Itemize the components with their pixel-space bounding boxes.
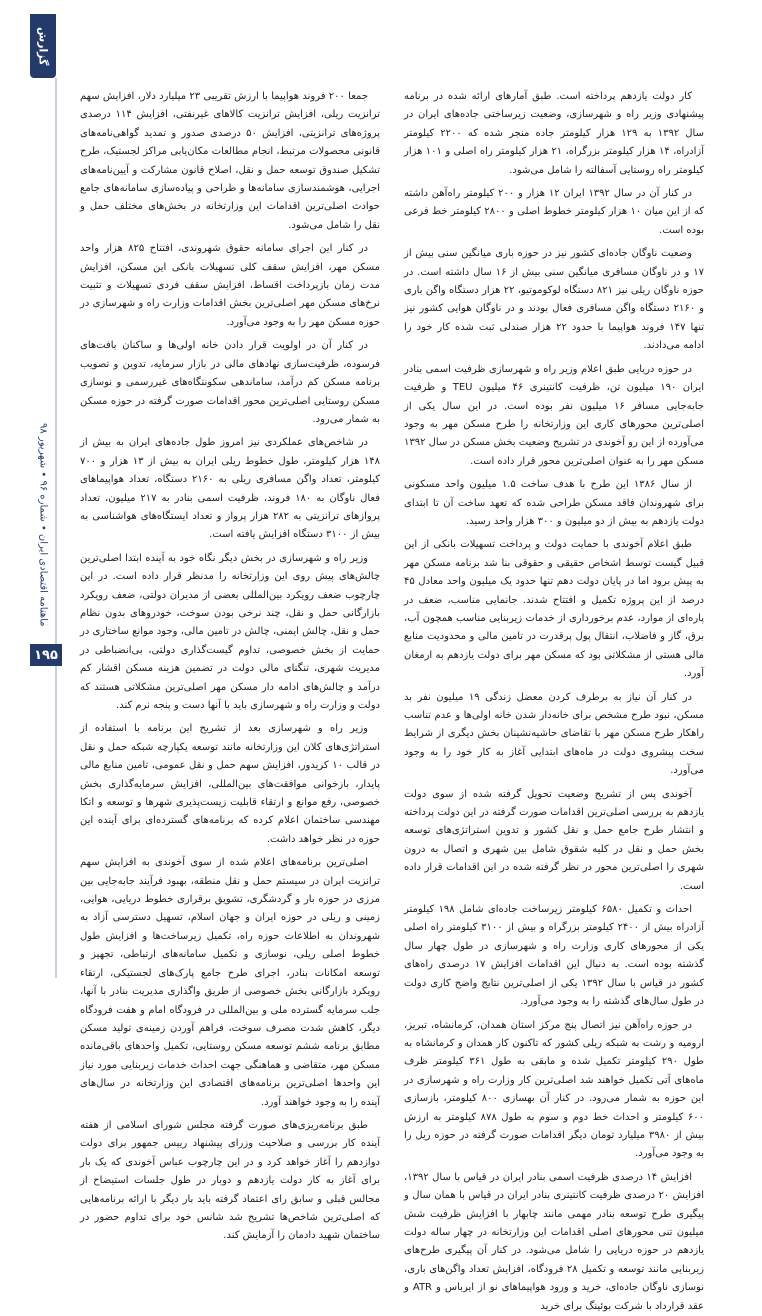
- paragraph: طبق برنامه‌ریزی‌های صورت گرفته مجلس شورای اسلامی از هفته آینده کار بررسی و صلاحیت وزرای پیشنهاد رییس جمهور برای دولت دوازدهم را آغاز خواهد کرد و در این چارچوب عباس آخوندی که یک بار برای آغاز به کار دولت یازدهم و دوبار در طول جلسات استیضاح از مجالس قبلی و سابق رای اعتماد گرفته باید بار دیگر با ارائه برنامه‌هایی که اصلی‌ترین شاخص‌ها تشریح شد شانس خود برای تداوم حضور در ساختمان شهید دادمان را آزمایش کند.: [80, 1119, 380, 1242]
- paragraph: آخوندی پس از تشریح وضعیت تحویل گرفته شده از سوی دولت یازدهم به بررسی اصلی‌ترین اقدامات صورت گرفته در این دولت پرداخته و انتشار طرح جامع حمل و نقل کشور و تدوین استراتژی‌های توسعه بخش حمل و نقل در کلیه شقوق شامل بین شهری و اتصال به درون شهری را اصلی‌ترین محور در نظر گرفته شده در این اقدامات قرار داده است.: [404, 788, 704, 892]
- paragraph: در کنار آن نیاز به برطرف کردن معضل زندگی ۱۹ میلیون نفر بد مسکن، نبود طرح مشخص برای خانه‌دار شدن خانه اولی‌ها و عدم تناسب راهکار طرح مسکن مهر با تقاضای حاشیه‌نشینان بخش دیگری از شرایط سخت پیشروی دولت در ماه‌های ابتدایی آغاز به کار خود را به وجود می‌آورد.: [404, 691, 704, 777]
- paragraph: کار دولت یازدهم پرداخته است. طبق آمارهای ارائه شده در برنامه پیشنهادی وزیر راه و شهرسازی، وضعیت زیرساختی جاده‌های ایران در سال ۱۳۹۲ به ۱۲۹ هزار کیلومتر جاده منجر شده که ۲۲۰۰ کیلومتر آزادراه، ۱۴ هزار کیلومتر بزرگراه، ۲۱ هزار کیلومتر راه اصلی و ۱۰۱ هزار کیلومتر راه روستایی آسفالته را شامل می‌شود.: [404, 91, 705, 176]
- paragraph: احداث و تکمیل ۶۵۸۰ کیلومتر زیرساخت جاده‌ای شامل ۱۹۸ کیلومتر آزادراه بیش از ۲۴۰۰ کیلومتر بزرگراه و بیش از ۳۱۰۰ کیلومتر راه اصلی یکی از محورهای کاری وزارت راه و شهرسازی در طول چهار سال گذشته بوده است. به دنبال این اقدامات افزایش ۱۷ درصدی راه‌های کشور در قیاس با سال ۱۳۹۲ یکی از اصلی‌ترین نتایج واضح کاری دولت در طول سال‌های گذشته را به وجود می‌آورد.: [404, 904, 705, 1008]
- paragraph: در حوزه دریایی طبق اعلام وزیر راه و شهرسازی ظرفیت اسمی بنادر ایران ۱۹۰ میلیون تن، ظرفیت کانتینری ۴۶ میلیون TEU و ظرفیت جابه‌جایی مسافر ۱۶ میلیون نفر بوده است. در این سال یکی از اصلی‌ترین محورهای کاری این وزارتخانه را طرح مسکن مهر به وجود می‌آورده از این رو آخوندی در تشریح وضعیت بخش مسکن در سال ۱۳۹۲ مسکن مهر را به عنوان اصلی‌ترین محور قرار داده است.: [404, 363, 705, 467]
- paragraph: وضعیت ناوگان جاده‌ای کشور نیز در حوزه باری میانگین سنی بیش از ۱۷ و در ناوگان مسافری میانگین سنی بیش از ۱۶ سال داشته است. در حوزه ناوگان ریلی نیز ۸۲۱ دستگاه لوکوموتیو، ۲۲ هزار دستگاه واگن باری و ۲۱۶۰ دستگاه واگن مسافری فعال بودند و در ناوگان هوایی کشور نیز تنها ۱۴۷ فروند هواپیما با حدود ۲۲ هزار صندلی ثبت شده کار خود را ادامه می‌دادند.: [404, 248, 704, 352]
- paragraph: اصلی‌ترین برنامه‌های اعلام شده از سوی آخوندی به افزایش سهم ترانزیت ایران در سیستم حمل و نقل منطقه، بهبود فرآیند جابه‌جایی بین مرزی در حوزه بار و گردشگری، تشویق برقراری خطوط دریایی، هوایی، زمینی و ریلی در حوزه ایران و جهان اسلام، تسهیل دسترسی آزاد به شهروندان به اطلاعات حوزه راه، تکمیل زیرساخت‌ها و افزایش طول خطوط اصلی ریلی، نوسازی و تکمیل سامانه‌های ارتباطی، تجهیز و توسعه امکانات بنادر، اجرای طرح جامع پارک‌های لجستیکی، ارتقاء رویکرد بازارگانی بخش خصوصی از طریق واگذاری مدیریت بنادر با آنها، جلب سرمایه گسترده ملی و بین‌المللی در فرودگاه امام و هفت فرودگاه دیگر، کاهش شدت مصرف سوخت، فراهم آوردن زمینه‌ی تولید مسکن مطابق برنامه ششم توسعه مسکن روستایی، تکمیل واحدهای باقی‌مانده مسکن مهر، متقاضی و هماهنگی جهت احداث خدمات زیربنایی مورد نیاز این واحدها اصلی‌ترین برنامه‌های اقتصادی این وزارتخانه در سال‌های آینده را به وجود خواهند آورد.: [80, 857, 380, 1108]
- paragraph: وزیر راه و شهرسازی بعد از تشریح این برنامه با استفاده از استراتژی‌های کلان این وزارتخانه مانند توسعه یکپارچه شبکه حمل و نقل در قالب ۱۰ کریدور، افزایش سهم حمل و نقل عمومی، تامین منابع مالی پایدار، بازخوانی موافقت‌های بین‌المللی، افزایش سرمایه‌گذاری بخش خصوصی، رفع موانع و ارتقاء قابلیت زیست‌پذیری شهرها و توسعه و اتکا مهندسی ساختمان اعلام کرده که برنامه‌های گسترده‌ای برای آینده این حوزه در نظر خواهد داشت.: [80, 723, 380, 845]
- paragraph: طبق اعلام آخوندی با حمایت دولت و پرداخت تسهیلات بانکی از این قبیل گیست توسط اشخاص حقیقی و حقوقی بنا شد برنامه مسکن مهر به پیش برود اما در پایان دولت دهم تنها حدود یک میلیون واحد معادل ۴۵ درصد از این پروژه تکمیل و افتتاح شدند. جانمایی مناسب، ضعف در پاره‌ای از موارد، عدم برخورداری از خدمات زیربنایی مناسب همچون آب، برق، گاز و فاضلاب، انتقال پول پرقدرت در تامین مالی و محدودیت منابع مالی هستی از مشکلاتی بود که مسکن مهر برای دولت یازدهم به ارمغان آورد.: [404, 539, 704, 680]
- paragraph: در کنار آن در اولویت قرار دادن خانه اولی‌ها و ساکنان بافت‌های فرسوده، ظرفیت‌سازی نهادهای مالی در بازار سرمایه، تدوین و تصویب برنامه مسکن کم درآمد، ساماندهی سکونتگاه‌های غیررسمی و نوسازی مسکن روستایی اصلی‌ترین محور اقدامات صورت گرفته در حوزه مسکن به شمار می‌رود.: [80, 340, 380, 425]
- magazine-meta-wrap: [30, 400, 56, 650]
- section-title: گزارش: [36, 26, 50, 66]
- paragraph: از سال ۱۳۸۶ این طرح با هدف ساخت ۱.۵ میلیون واحد مسکونی برای شهروندان فاقد مسکن طراحی شده که تعهد ساخت آن تا ابتدای دولت یازدهم به بیش از دو میلیون و ۳۰۰ هزار واحد رسید.: [404, 479, 704, 527]
- page-number: ۱۹۵: [30, 644, 62, 666]
- article-column-left: [80, 88, 381, 1242]
- paragraph: در شاخص‌های عملکردی نیز امروز طول جاده‌های ایران به بیش از ۱۴۸ هزار کیلومتر، طول خطوط ریلی ایران به بیش از ۱۳ هزار و ۷۰۰ کیلومتر، تعداد واگن مسافری ریلی به ۲۱۶۰ دستگاه، تعداد هواپیماهای فعال ناوگان به ۱۸۰ فروند، ظرفیت اسمی بنادر به ۲۱۷ میلیون، تعداد پروازهای ترانزیتی به ۲۸۲ هزار پرواز و تعداد ایستگاه‌های هواشناسی به بیش از ۳۱۰۰ دستگاه افزایش یافته است.: [80, 437, 380, 541]
- paragraph: در کنار آن در سال ۱۳۹۲ ایران ۱۲ هزار و ۲۰۰ کیلومتر راه‌آهن داشته که از این میان ۱۰ هزار کیلومتر خطوط اصلی و ۲۸۰۰ کیلومتر خط فرعی بوده است.: [404, 188, 704, 236]
- paragraph: در حوزه راه‌آهن نیز اتصال پنج مرکز استان همدان، کرمانشاه، تبریز، ارومیه و رشت به شبکه ریلی کشور که تاکنون کار همدان و کرمانشاه به طول ۲۹۰ کیلومتر تکمیل شده و مابقی به طول ۳۶۱ کیلومتر ظرف ماه‌های آتی تکمیل خواهند شد اصلی‌ترین کار وزارت راه و شهرسازی در این حوزه به شمار می‌رود. در کنار آن بهسازی ۸۰۰ کیلومتر، بازسازی ۶۰۰ کیلومتر و احداث خط دوم و سوم به طول ۸۷۸ کیلومتر به ارزش بیش از ۳۹۸۰ میلیارد تومان دیگر اقدامات صورت گرفته در حوزه ریل را به وجود می‌آورد.: [404, 1019, 705, 1160]
- paragraph: افزایش ۱۴ درصدی ظرفیت اسمی بنادر ایران در قیاس با سال ۱۳۹۲، افزایش ۲۰ درصدی ظرفیت کانتینری بنادر ایران در قیاس با همان سال و پیگیری طرح توسعه بنادر مهمی مانند چابهار با افزایش ظرفیت شش میلیون تنی محورهای اصلی اقدامات این وزارتخانه در چهار ساله دولت یازدهم در حوزه دریایی را شامل می‌شود. در کنار آن پیگیری طرح‌های زیربنایی مانند توسعه و تکمیل ۲۸ فرودگاه، افزایش تعداد واگن‌های باری، نوسازی ناوگان جاده‌ای، خرید و ورود هواپیماهای نو از ایرباس و ATR و عقد قرارداد با شرکت بوئینگ برای خرید: [404, 1171, 704, 1312]
- section-tab-label-wrap: [30, 14, 56, 78]
- paragraph: وزیر راه و شهرسازی در بخش دیگر نگاه خود به آینده ابتدا اصلی‌ترین چالش‌های پیش روی این وزارتخانه را مدنظر قرار داده است. در این چارچوب ضعف رویکرد بین‌المللی بعضی از مدیران دولتی، ضعف رویکرد بازارگانی حمل و نقل، چند نرخی بودن سوخت، خودروهای بدون نظام حمل و نقل، چالش ایمنی، چالش در تامین مالی، وجود موانع ساختاری در حمایت از بخش خصوصی، تداوم گیست‌گذاری دولتی، بی‌انضباطی در مدیریت شهری، تنگنای مالی دولت در تضمین هزینه مسکن اقشار کم درآمد و چالش‌های ادامه دار مسکن مهر اصلی‌ترین مشکلاتی هستند که دولت و وزارت راه و شهرسازی باید با آنها دست و پنجه نرم کند.: [80, 552, 380, 711]
- paragraph: در کنار این اجرای سامانه حقوق شهروندی، افتتاح ۸۲۵ هزار واحد مسکن مهر، افزایش سقف کلی تسهیلات بانکی این مسکن، افزایش مدت زمان بازپرداخت اقساط، افزایش سقف فردی تسهیلات و تثبیت نرخ‌های مسکن مهر اصلی‌ترین بخش اقدامات وزارت راه و شهرسازی در حوزه مسکن مهر را به وجود می‌آورد.: [80, 243, 380, 328]
- paragraph: جمعا ۲۰۰ فروند هواپیما با ارزش تقریبی ۲۳ میلیارد دلار، افزایش سهم ترانزیت ریلی، افزایش ترانزیت کالاهای غیرنفتی، افزایش ۱۱۴ درصدی پروژه‌های ترانزیتی، افزایش ۵۰ درصدی صدور و تمدید گواهی‌نامه‌های قانونی محصولات مرتبط، انجام مطالعات مکان‌یابی مراکز لجستیک، طرح تشکیل صندوق توسعه حمل و نقل، اصلاح قانون مشارکت و آیین‌نامه‌های اجرایی، هوشمندسازی سامانه‌ها و طراحی و پیاده‌سازی سامانه‌های جامع حوادث اصلی‌ترین اقدامات این وزارتخانه در بخش‌های مختلف حمل و نقل را شامل می‌شود.: [80, 91, 381, 231]
- magazine-meta: ماهنامه اقتصادی ایران • شماره ۹۶ • شهریور ۹۸: [37, 423, 49, 627]
- article-column-right: [404, 88, 705, 1312]
